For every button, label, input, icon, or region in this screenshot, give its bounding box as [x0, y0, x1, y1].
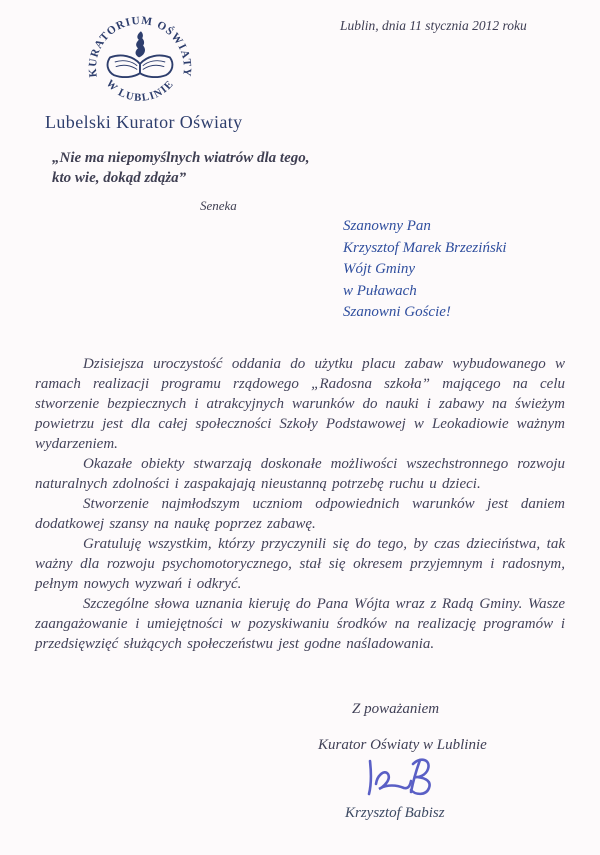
body-paragraph: Okazałe obiekty stwarzają doskonałe możliwości wszechstronnego rozwoju naturalnych zdolności i zaspakajają nieustanną potrzebę ruchu u dzieci. — [35, 456, 565, 492]
addressee-line: Szanowny Pan — [343, 218, 431, 234]
logo-bottom-arc-text-holder — [104, 78, 177, 104]
flame-icon — [136, 31, 145, 57]
addressee-block — [343, 216, 507, 324]
signature-scribble — [358, 753, 454, 803]
letter-body — [35, 354, 565, 654]
org-title: Lubelski Kurator Oświaty — [45, 112, 243, 132]
motto-quote — [52, 148, 352, 216]
handwritten-signature — [358, 753, 454, 803]
logo-top-arc-text: KURATORIUM OŚWIATY — [86, 14, 194, 78]
emblem-svg — [80, 6, 200, 118]
kuratorium-logo — [80, 6, 200, 118]
signer-name: Krzysztof Babisz — [345, 805, 445, 821]
quote-attribution: Seneka — [200, 198, 237, 213]
date-line: Lublin, dnia 11 stycznia 2012 roku — [340, 18, 527, 33]
quote-line-2: kto wie, dokąd zdąża” — [52, 170, 187, 186]
addressee-line: Krzysztof Marek Brzeziński — [343, 239, 507, 256]
valediction: Z poważaniem — [352, 701, 440, 717]
signer-title: Kurator Oświaty w Lublinie — [318, 737, 487, 753]
body-paragraph: Dzisiejsza uroczystość oddania do użytku placu zabaw wybudowanego w ramach realizacji programu rządowego „Radosna szkoła” mającego na celu stworzenie bezpiecznych i atrakcyjnych warunków do nauki i zabawy na świeżym powietrzu jest dla całej społeczności Szkoły Podstawowej w Leokadiowie ważnym wydarzeniem. — [35, 356, 565, 452]
open-book-icon — [108, 55, 173, 77]
body-paragraph: Gratuluję wszystkim, którzy przyczynili się do tego, by czas dzieciństwa, tak ważny dla rozwoju psychomotorycznego, stał się okresem przyjemnym i radosnym, pełnym nowych wyzwań i odkryć. — [35, 536, 565, 592]
body-paragraph: Stworzenie najmłodszym uczniom odpowiednich warunków jest daniem dodatkowej szansy na naukę poprzez zabawę. — [35, 496, 565, 532]
body-paragraph: Szczególne słowa uznania kieruję do Pana Wójta wraz z Radą Gminy. Wasze zaangażowanie i umiejętności w pozyskiwaniu środków na realizację programów i przedsięwzięć służących społeczeństwu jest godne naśladowania. — [35, 596, 565, 652]
logo-bottom-arc-text: W LUBLINIE — [103, 77, 177, 104]
addressee-line: Wójt Gminy — [343, 261, 416, 277]
addressee-line: w Puławach — [343, 282, 417, 299]
addressee-line: Szanowni Goście! — [343, 304, 451, 320]
quote-line-1: „Nie ma niepomyślnych wiatrów dla tego, — [52, 150, 310, 166]
